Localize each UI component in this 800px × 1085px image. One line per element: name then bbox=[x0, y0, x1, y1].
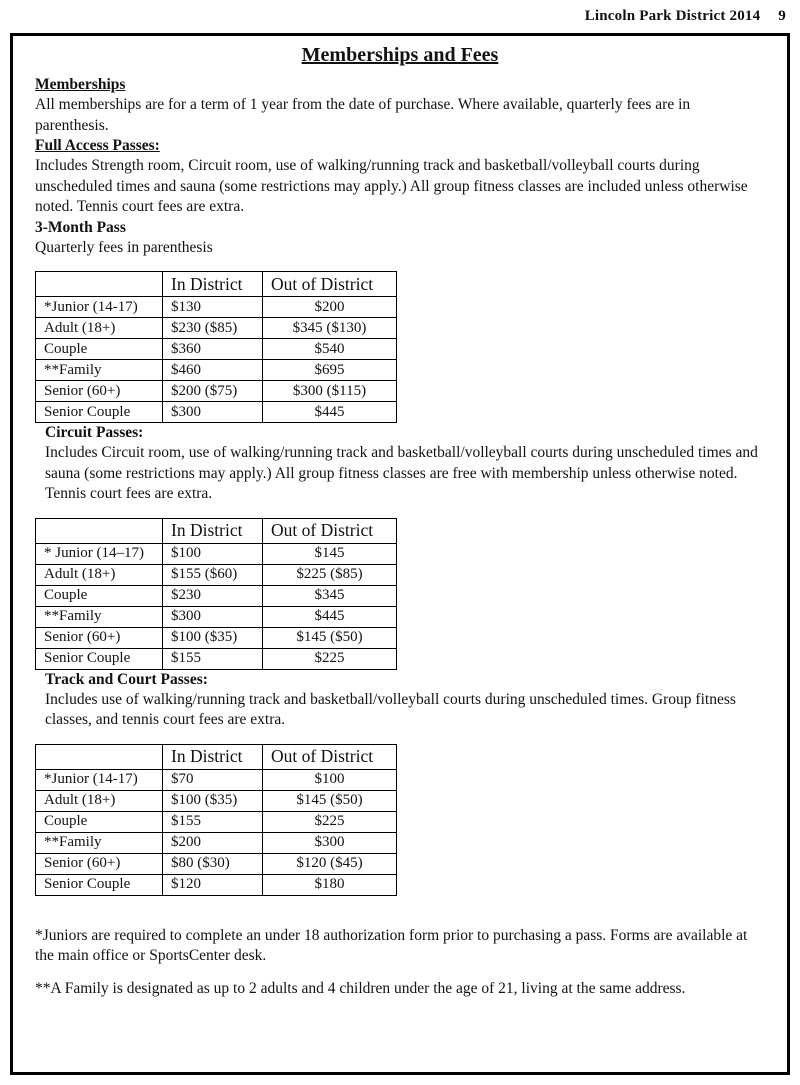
fee-cell: $360 bbox=[163, 339, 263, 360]
row-label-cell: Adult (18+) bbox=[36, 790, 163, 811]
full-access-heading: Full Access Passes: bbox=[35, 137, 160, 155]
circuit-passes-body: Includes Circuit room, use of walking/running track and basketball/volleyball courts during unscheduled times and sauna (some restrictions may apply.) All group fitness classes are free with membership unless otherwise noted. Tennis court fees are extra. bbox=[45, 444, 758, 503]
table-row bbox=[36, 790, 397, 811]
empty-header-cell bbox=[36, 272, 163, 297]
table-row bbox=[36, 339, 397, 360]
footnote-juniors: *Juniors are required to complete an under 18 authorization form prior to purchasing a pass. Forms are available at the main office or SportsCenter desk. bbox=[35, 926, 748, 965]
fee-cell: $225 bbox=[263, 811, 397, 832]
fee-cell: $345 bbox=[263, 585, 397, 606]
fee-cell: $155 bbox=[163, 811, 263, 832]
fee-cell: $230 bbox=[163, 585, 263, 606]
table-row bbox=[36, 811, 397, 832]
table-row bbox=[36, 627, 397, 648]
table-row bbox=[36, 769, 397, 790]
row-label-cell: Couple bbox=[36, 585, 163, 606]
fee-cell: $100 bbox=[163, 543, 263, 564]
fee-cell: $155 ($60) bbox=[163, 564, 263, 585]
row-label-cell: **Family bbox=[36, 832, 163, 853]
fee-cell: $300 bbox=[163, 606, 263, 627]
column-header: Out of District bbox=[263, 744, 397, 769]
fee-cell: $200 ($75) bbox=[163, 381, 263, 402]
fee-cell: $100 ($35) bbox=[163, 627, 263, 648]
fee-cell: $100 bbox=[263, 769, 397, 790]
row-label-cell: Senior Couple bbox=[36, 874, 163, 895]
three-month-pass-subheading: Quarterly fees in parenthesis bbox=[35, 238, 213, 256]
section-memberships bbox=[35, 75, 765, 136]
fee-cell: $180 bbox=[263, 874, 397, 895]
fee-cell: $200 bbox=[263, 297, 397, 318]
table-header-row bbox=[36, 272, 397, 297]
page-border-frame bbox=[10, 33, 790, 1075]
fee-cell: $345 ($130) bbox=[263, 318, 397, 339]
memberships-body: All memberships are for a term of 1 year from the date of purchase. Where available, quarterly fees are in parenthesis. bbox=[35, 96, 691, 134]
track-court-passes-body: Includes use of walking/running track and basketball/volleyball courts during unscheduled times. Group fitness classes, and tennis court fees are extra. bbox=[45, 690, 736, 729]
row-label-cell: * Junior (14–17) bbox=[36, 543, 163, 564]
table-row bbox=[36, 832, 397, 853]
three-month-pass-heading: 3-Month Pass bbox=[35, 218, 126, 236]
row-label-cell: Senior Couple bbox=[36, 648, 163, 669]
fee-cell: $120 bbox=[163, 874, 263, 895]
fee-cell: $300 ($115) bbox=[263, 381, 397, 402]
fee-cell: $695 bbox=[263, 360, 397, 381]
table-row bbox=[36, 606, 397, 627]
fee-cell: $225 bbox=[263, 648, 397, 669]
circuit-passes-heading: Circuit Passes: bbox=[45, 424, 144, 442]
table-row bbox=[36, 297, 397, 318]
track-court-passes-table bbox=[35, 744, 397, 896]
table-row bbox=[36, 564, 397, 585]
row-label-cell: **Family bbox=[36, 606, 163, 627]
row-label-cell: Couple bbox=[36, 339, 163, 360]
fee-cell: $100 ($35) bbox=[163, 790, 263, 811]
empty-header-cell bbox=[36, 744, 163, 769]
memberships-heading: Memberships bbox=[35, 76, 126, 93]
fee-cell: $145 bbox=[263, 543, 397, 564]
table-row bbox=[36, 318, 397, 339]
column-header: In District bbox=[163, 272, 263, 297]
row-label-cell: *Junior (14-17) bbox=[36, 297, 163, 318]
fee-cell: $155 bbox=[163, 648, 263, 669]
fee-cell: $300 bbox=[163, 402, 263, 423]
three-month-pass-table bbox=[35, 271, 397, 423]
table-header-row bbox=[36, 518, 397, 543]
fee-cell: $120 ($45) bbox=[263, 853, 397, 874]
fee-cell: $145 ($50) bbox=[263, 627, 397, 648]
section-circuit-passes bbox=[45, 423, 765, 505]
table-row bbox=[36, 360, 397, 381]
fee-cell: $540 bbox=[263, 339, 397, 360]
fee-cell: $445 bbox=[263, 402, 397, 423]
section-full-access bbox=[35, 136, 765, 218]
table-row bbox=[36, 874, 397, 895]
fee-cell: $230 ($85) bbox=[163, 318, 263, 339]
page-number: 9 bbox=[778, 8, 786, 24]
table-row bbox=[36, 381, 397, 402]
fee-cell: $225 ($85) bbox=[263, 564, 397, 585]
table-row bbox=[36, 543, 397, 564]
row-label-cell: **Family bbox=[36, 360, 163, 381]
row-label-cell: Adult (18+) bbox=[36, 318, 163, 339]
row-label-cell: Couple bbox=[36, 811, 163, 832]
row-label-cell: *Junior (14-17) bbox=[36, 769, 163, 790]
row-label-cell: Senior (60+) bbox=[36, 627, 163, 648]
table-row bbox=[36, 648, 397, 669]
fee-cell: $300 bbox=[263, 832, 397, 853]
fee-cell: $460 bbox=[163, 360, 263, 381]
section-three-month-pass bbox=[35, 218, 765, 424]
row-label-cell: Senior (60+) bbox=[36, 381, 163, 402]
circuit-passes-table bbox=[35, 518, 397, 670]
fee-cell: $130 bbox=[163, 297, 263, 318]
table-header-row bbox=[36, 744, 397, 769]
table-row bbox=[36, 853, 397, 874]
table-row bbox=[36, 585, 397, 606]
column-header: Out of District bbox=[263, 518, 397, 543]
table-row bbox=[36, 402, 397, 423]
fee-cell: $145 ($50) bbox=[263, 790, 397, 811]
page-title: Memberships and Fees bbox=[301, 44, 499, 66]
fee-cell: $70 bbox=[163, 769, 263, 790]
row-label-cell: Adult (18+) bbox=[36, 564, 163, 585]
empty-header-cell bbox=[36, 518, 163, 543]
footnote-family: **A Family is designated as up to 2 adults and 4 children under the age of 21, living at the same address. bbox=[35, 979, 686, 997]
row-label-cell: Senior Couple bbox=[36, 402, 163, 423]
column-header: In District bbox=[163, 744, 263, 769]
full-access-body: Includes Strength room, Circuit room, use of walking/running track and basketball/volleyball courts during unscheduled times and sauna (some restrictions may apply.) All group fitness classes are included unless otherwise noted. Tennis court fees are extra. bbox=[35, 157, 748, 216]
running-header bbox=[585, 8, 786, 25]
fee-cell: $80 ($30) bbox=[163, 853, 263, 874]
track-court-passes-heading: Track and Court Passes: bbox=[45, 670, 208, 688]
section-track-court-passes bbox=[45, 670, 765, 731]
row-label-cell: Senior (60+) bbox=[36, 853, 163, 874]
document-header-title: Lincoln Park District 2014 bbox=[584, 8, 761, 24]
fee-cell: $445 bbox=[263, 606, 397, 627]
column-header: Out of District bbox=[263, 272, 397, 297]
footnotes bbox=[35, 926, 765, 999]
column-header: In District bbox=[163, 518, 263, 543]
fee-cell: $200 bbox=[163, 832, 263, 853]
